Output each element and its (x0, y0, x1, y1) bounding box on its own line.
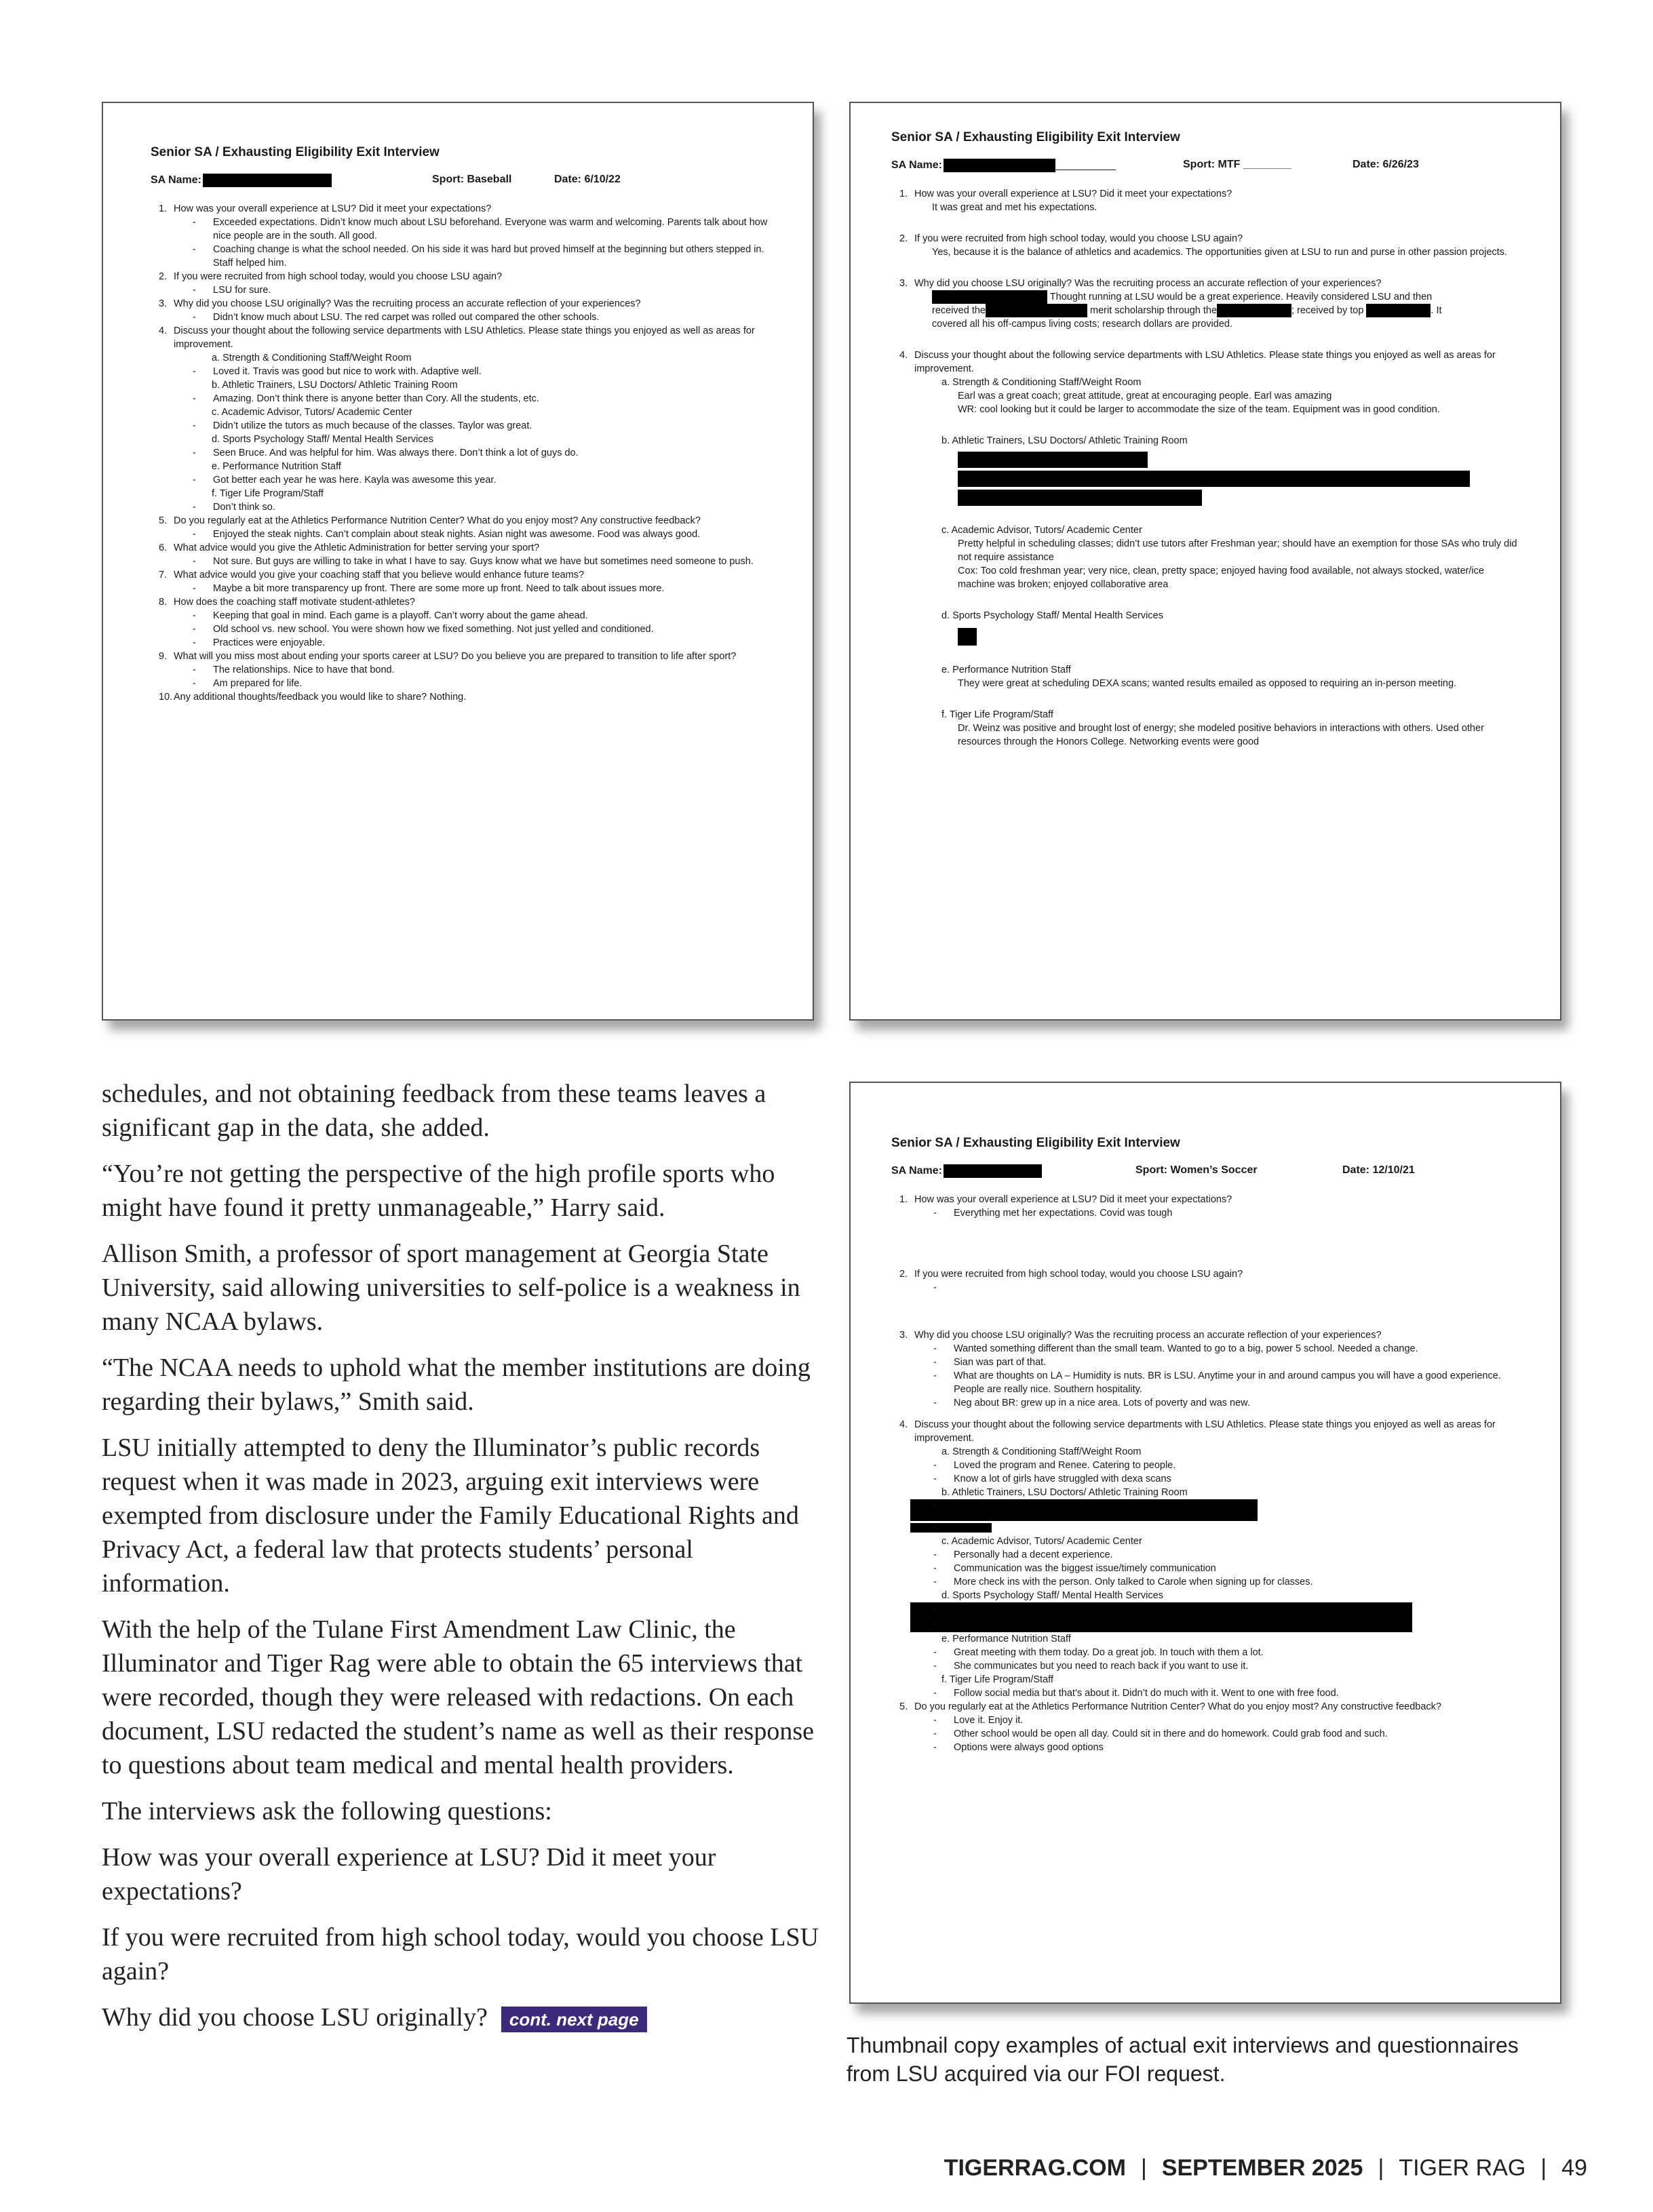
doc-title: Senior SA / Exhausting Eligibility Exit Interview (891, 130, 1180, 144)
answer-item: - Sian was part of that. (933, 1357, 1047, 1368)
subsection: d. Sports Psychology Staff/ Mental Health Services (212, 434, 433, 445)
answer-item: - Follow social media but that’s about it. Didn’t do much with it. Went to one with free food. (933, 1688, 1339, 1699)
subsection: b. Athletic Trainers, LSU Doctors/ Athletic Training Room (212, 380, 458, 391)
redacted-answer: - (891, 1617, 1519, 1632)
question-3: 3. Why did you choose LSU originally? Was the recruiting process an accurate reflection of your experiences? (899, 278, 1382, 289)
redaction-box (1366, 304, 1431, 317)
subsection-academic: c. Academic Advisor, Tutors/ Academic Center (941, 1536, 1142, 1547)
question: 5. Do you regularly eat at the Athletics Performance Nutrition Center? What do you enjoy most? Any constructive feedback? (159, 515, 701, 526)
answer-3-line-3: covered all his off-campus living costs; research dollars are provided. (932, 319, 1232, 330)
article-paragraph: “The NCAA needs to uphold what the member institutions are doing regarding their bylaws,” Smith said. (102, 1354, 811, 1416)
date-label: Date: 6/26/23 (1353, 159, 1419, 170)
answer-5 (891, 1714, 1519, 1754)
subsection: c. Academic Advisor, Tutors/ Academic Center (212, 407, 412, 418)
answer-item: - Other school would be open all day. Could sit in there and do homework. Could grab food and such. (933, 1729, 1388, 1739)
subsection: a. Strength & Conditioning Staff/Weight Room (212, 353, 412, 363)
question-2: 2. If you were recruited from high school today, would you choose LSU again? (899, 233, 1243, 244)
answer: - LSU for sure. (193, 285, 271, 296)
sa-name-label: SA Name: __________ (891, 159, 1116, 172)
subsection-academic: c. Academic Advisor, Tutors/ Academic Center (941, 525, 1142, 536)
question: 4. Discuss your thought about the following service departments with LSU Athletics. Please state things you enjoyed as well as areas for improvement. (159, 325, 755, 350)
redaction-box (958, 471, 1470, 487)
answer-tiger-life (891, 1686, 1519, 1700)
redaction-box (958, 452, 1148, 468)
date-label: Date: 12/10/21 (1342, 1164, 1415, 1176)
redaction-box (932, 290, 1047, 304)
question-3: 3. Why did you choose LSU originally? Was the recruiting process an accurate reflection of your experiences? (899, 1330, 1382, 1341)
answer: - Seen Bruce. And was helpful for him. Was always there. Don’t think a lot of guys do. (193, 448, 579, 458)
article-paragraph: The interviews ask the following questions: (102, 1797, 552, 1825)
answer-3 (891, 1342, 1519, 1410)
answer: - Amazing. Don’t think there is anyone better than Cory. All the students, etc. (193, 393, 539, 404)
doc-header (891, 1164, 1519, 1182)
subsection-strength: a. Strength & Conditioning Staff/Weight Room (941, 377, 1142, 389)
answer-strength (891, 1459, 1519, 1486)
article-paragraph: How was your overall experience at LSU? Did it meet your expectations? (102, 1843, 716, 1905)
question: 7. What advice would you give your coaching staff that you believe would enhance future teams? (159, 570, 585, 580)
page-number: 49 (1561, 2155, 1587, 2181)
redaction-box (986, 304, 1087, 317)
answer: - Enjoyed the steak nights. Can’t complain about steak nights. Asian night was awesome. Food was always good. (193, 529, 701, 540)
subsection-trainers: b. Athletic Trainers, LSU Doctors/ Athletic Training Room (941, 435, 1188, 447)
answer: - Am prepared for life. (193, 678, 303, 689)
redaction-box (944, 159, 1055, 172)
answer: - Coaching change is what the school needed. On his side it was hard but proved himself at the beginning but others stepped in. Staff helped him. (193, 244, 764, 269)
article-paragraph: LSU initially attempted to deny the Illuminator’s public records request when it was made in 2023, arguing exit interviews were exempted from disclosure under the Family Educational Rights and Privacy Act, a federal law that protects students’ personal information. (102, 1434, 799, 1598)
redaction-box (1217, 304, 1291, 317)
question: 9. What will you miss most about ending your sports career at LSU? Do you believe you are prepared to transition to life after sport? (159, 651, 737, 662)
answer-1: It was great and met his expectations. (932, 202, 1097, 213)
article-last-paragraph: Why did you choose LSU originally? cont. next page (102, 2000, 821, 2034)
answer-3-line-2: received the merit scholarship through the ; received by top . It (891, 304, 1519, 317)
answer: - Got better each year he was here. Kayla was awesome this year. (193, 475, 497, 486)
exit-interview-mtf (849, 102, 1561, 1021)
article-paragraph: Allison Smith, a professor of sport management at Georgia State University, said allowing universities to self-police is a weakness in many NCAA bylaws. (102, 1240, 800, 1336)
article-paragraph: “You’re not getting the perspective of the high profile sports who might have found it pretty unmanageable,” Harry said. (102, 1160, 775, 1222)
question-5: 5. Do you regularly eat at the Athletics Performance Nutrition Center? What do you enjoy most? Any constructive feedback? (899, 1701, 1441, 1712)
subsection: e. Performance Nutrition Staff (212, 461, 341, 472)
doc-title: Senior SA / Exhausting Eligibility Exit Interview (891, 1136, 1180, 1150)
sa-name-label: SA Name: (891, 1164, 1042, 1178)
footer-site[interactable]: TIGERRAG.COM (944, 2155, 1126, 2181)
redaction-box (910, 1499, 1258, 1521)
question: 8. How does the coaching staff motivate student-athletes? (159, 597, 416, 608)
answer-item: - Options were always good options (933, 1742, 1104, 1753)
question: 1. How was your overall experience at LSU? Did it meet your expectations? (159, 203, 492, 214)
answer-item: - What are thoughts on LA – Humidity is nuts. BR is LSU. Anytime your in and around campus you will have a good experience. People are really nice. Southern hospitality. (933, 1370, 1501, 1395)
answer: - Practices were enjoyable. (193, 637, 326, 648)
question-1: 1. How was your overall experience at LSU? Did it meet your expectations? (899, 189, 1232, 199)
redaction-box (910, 1523, 992, 1533)
answer-item: - Communication was the biggest issue/timely communication (933, 1563, 1216, 1574)
question: 10. Any additional thoughts/feedback you would like to share? Nothing. (159, 692, 467, 703)
answer: - Loved it. Travis was good but nice to work with. Adaptive well. (193, 366, 482, 377)
answer-nutrition: They were great at scheduling DEXA scans; wanted results emailed as opposed to requiring an in-person meeting. (958, 678, 1457, 690)
answer: - The relationships. Nice to have that bond. (193, 665, 395, 675)
answer-2: Yes, because it is the balance of athletics and academics. The opportunities given at LSU to run and purse in other passion projects. (932, 247, 1507, 258)
footer-publication: TIGER RAG (1399, 2155, 1526, 2181)
continued-badge[interactable]: cont. next page (501, 2007, 647, 2032)
answer-tiger-life: Dr. Weinz was positive and brought lost of energy; she modeled positive behaviors in interactions with others. Used other resources through the Honors College. Networking events were good (958, 723, 1484, 748)
subsection: f. Tiger Life Program/Staff (212, 488, 324, 499)
redacted-answer (891, 628, 1519, 646)
redacted-answer: - (891, 1499, 1519, 1521)
answer-academic-1: Pretty helpful in scheduling classes; didn’t use tutors after Freshman year; should have an exemption for those SAs who truly did not require assistance (958, 538, 1517, 564)
answer-strength-1: Earl was a great coach; great attitude, great at encouraging people. Earl was amazing (958, 391, 1332, 402)
article-paragraph: schedules, and not obtaining feedback from these teams leaves a significant gap in the data, she added. (102, 1080, 766, 1142)
redacted-answer: - (891, 1521, 1519, 1535)
redaction-box (958, 628, 977, 646)
redacted-answer: - (891, 1602, 1519, 1617)
answer: - Didn’t utilize the tutors as much because of the classes. Taylor was great. (193, 420, 532, 431)
question-2: 2. If you were recruited from high school today, would you choose LSU again? (899, 1269, 1243, 1280)
answer: - Not sure. But guys are willing to take in what I have to say. Guys know what we have but sometimes need someone to push. (193, 556, 754, 567)
date-label: Date: 6/10/22 (554, 174, 621, 185)
doc-header (891, 159, 1519, 176)
doc-header (151, 174, 773, 191)
exit-interview-womens-soccer: Senior SA / Exhausting Eligibility Exit Interview SA Name: Sport: Women’s Soccer Date: 12/10/21 1. How was your overall experience at LSU? Did it meet your expectations? - Everything met her expectations. Covid was tough 2. If you were recruited from high school today, would you choose LSU again? - 3. Why did you choose LSU originally? Was the recruiting process an accurate reflection of your experiences? - Wanted something different than the small team. Wanted to go to a big, power 5 school. Needed a change. - Sian was part of that. - What are thoughts on LA – Humidity is nuts. BR is LSU. Anytime your in and around campus you will have a good experience. People are really nice. Southern hospitality. - Neg about BR: grew up in a nice area. Lots of poverty and was new. 4. Discuss your thought about the following service departments with LSU Athletics. Please state things you enjoyed as well as areas for improvement. a. Strength & Conditioning Staff/Weight Room - Loved the program and Renee. Catering to people. - Know a lot of girls have struggled with dexa scans b. Athletic Trainers, LSU Doctors/ Athletic Training Room - - c. Academic Advisor, Tutors/ Academic Center - Personally had a decent experience. - Communication was the biggest issue/timely communication - More check ins with the person. Only talked to Carole when signing up for classes. d. Sports Psychology Staff/ Mental Health Services - - e. Performance Nutrition Staff - Great meeting with them today. Do a great job. In touch with them a lot. - She communicates but you need to reach back if you want to use it. f. Tiger Life Program/Staff - Follow social media but that’s about it. Didn’t do much with it. Went to one with free food. 5. Do you regularly eat at the Athletics Performance Nutrition Center? What do you enjoy most? Any constructive feedback? - Love it. Enjoy it. - Other school would be open all day. Could sit in there and do homework. Could grab food and such. - Options were always good options (849, 1082, 1561, 2004)
sa-name-label: SA Name: (151, 174, 332, 187)
redaction-box (910, 1617, 1412, 1632)
subsection-psychology: d. Sports Psychology Staff/ Mental Health Services (941, 1590, 1163, 1601)
subsection-nutrition: e. Performance Nutrition Staff (941, 1634, 1071, 1644)
answer-strength-2: WR: cool looking but it could be larger to accommodate the size of the team. Equipment was in good condition. (958, 404, 1440, 416)
footer-issue: SEPTEMBER 2025 (1161, 2155, 1363, 2181)
answer-item: - Loved the program and Renee. Catering to people. (933, 1460, 1176, 1471)
answer-academic (891, 1548, 1519, 1589)
question: 2. If you were recruited from high school today, would you choose LSU again? (159, 271, 503, 282)
answer-item: - Neg about BR: grew up in a nice area. Lots of poverty and was new. (933, 1398, 1250, 1408)
answer-item: - Personally had a decent experience. (933, 1549, 1113, 1560)
answer-item: - Love it. Enjoy it. (933, 1715, 1024, 1726)
answer: - Exceeded expectations. Didn’t know much about LSU beforehand. Everyone was warm and welcoming. Parents talk about how nice people are in the south. All good. (193, 217, 768, 241)
doc-body (151, 202, 773, 704)
image-caption: Thumbnail copy examples of actual exit interviews and questionnaires from LSU acquired via our FOI request. (847, 2033, 1519, 2086)
answer-1: - Everything met her expectations. Covid was tough (933, 1208, 1173, 1219)
redaction-box (910, 1602, 1412, 1617)
subsection-trainers: b. Athletic Trainers, LSU Doctors/ Athletic Training Room (941, 1487, 1188, 1498)
subsection-tiger-life: f. Tiger Life Program/Staff (941, 1674, 1053, 1685)
redaction-box (958, 490, 1202, 506)
sport-label: Sport: MTF ________ (1183, 159, 1292, 170)
answer-item: - Know a lot of girls have struggled with dexa scans (933, 1474, 1171, 1484)
page-footer: TIGERRAG.COM | SEPTEMBER 2025 | TIGER RAG | 49 (944, 2155, 1587, 2181)
answer-item: - Wanted something different than the small team. Wanted to go to a big, power 5 school. Needed a change. (933, 1343, 1418, 1354)
redacted-answer (891, 452, 1519, 506)
sport-label: Sport: Women’s Soccer (1135, 1164, 1258, 1176)
question-1: 1. How was your overall experience at LSU? Did it meet your expectations? (899, 1194, 1232, 1205)
question: 3. Why did you choose LSU originally? Was the recruiting process an accurate reflection of your experiences? (159, 298, 641, 309)
answer: - Maybe a bit more transparency up front. There are some more up front. Need to talk about issues more. (193, 583, 665, 594)
article-paragraph: If you were recruited from high school today, would you choose LSU again? (102, 1923, 819, 1986)
answer-academic-2: Cox: Too cold freshman year; very nice, clean, pretty space; enjoyed having food available, not always stocked, water/ice machine was broken; enjoyed collaborative area (958, 566, 1484, 591)
article-body (102, 1077, 821, 2047)
answer-3-line-1: Thought running at LSU would be a great experience. Heavily considered LSU and then (891, 290, 1519, 304)
answer-item: - Great meeting with them today. Do a great job. In touch with them a lot. (933, 1647, 1264, 1658)
doc-title: Senior SA / Exhausting Eligibility Exit Interview (151, 145, 440, 159)
subsection-strength: a. Strength & Conditioning Staff/Weight Room (941, 1446, 1142, 1457)
answer-nutrition (891, 1646, 1519, 1673)
exit-interview-baseball (102, 102, 814, 1021)
subsection-psychology: d. Sports Psychology Staff/ Mental Health Services (941, 610, 1163, 622)
sport-label: Sport: Baseball (432, 174, 512, 185)
question-4: 4. Discuss your thought about the following service departments with LSU Athletics. Please state things you enjoyed as well as areas for improvement. (899, 350, 1496, 375)
question: 6. What advice would you give the Athletic Administration for better serving your sport? (159, 542, 540, 553)
redaction-box (203, 174, 332, 187)
answer: - Didn’t know much about LSU. The red carpet was rolled out compared the other schools. (193, 312, 600, 323)
subsection-tiger-life: f. Tiger Life Program/Staff (941, 709, 1053, 721)
subsection-nutrition: e. Performance Nutrition Staff (941, 665, 1071, 676)
article-paragraph: With the help of the Tulane First Amendment Law Clinic, the Illuminator and Tiger Rag were able to obtain the 65 interviews that were recorded, though they were released with redactions. On each document, LSU redacted the student’s name as well as their response to questions about team medical and mental health providers. (102, 1615, 814, 1779)
question-4: 4. Discuss your thought about the following service departments with LSU Athletics. Please state things you enjoyed as well as areas for improvement. (899, 1419, 1496, 1444)
answer: - Old school vs. new school. You were shown how we fixed something. Not just yelled and conditioned. (193, 624, 654, 635)
answer-item: - More check ins with the person. Only talked to Carole when signing up for classes. (933, 1577, 1313, 1587)
answer: - Keeping that goal in mind. Each game is a playoff. Can’t worry about the game ahead. (193, 610, 588, 621)
redaction-box (944, 1164, 1042, 1178)
answer: - Don’t think so. (193, 502, 275, 513)
answer-item: - She communicates but you need to reach back if you want to use it. (933, 1661, 1249, 1672)
